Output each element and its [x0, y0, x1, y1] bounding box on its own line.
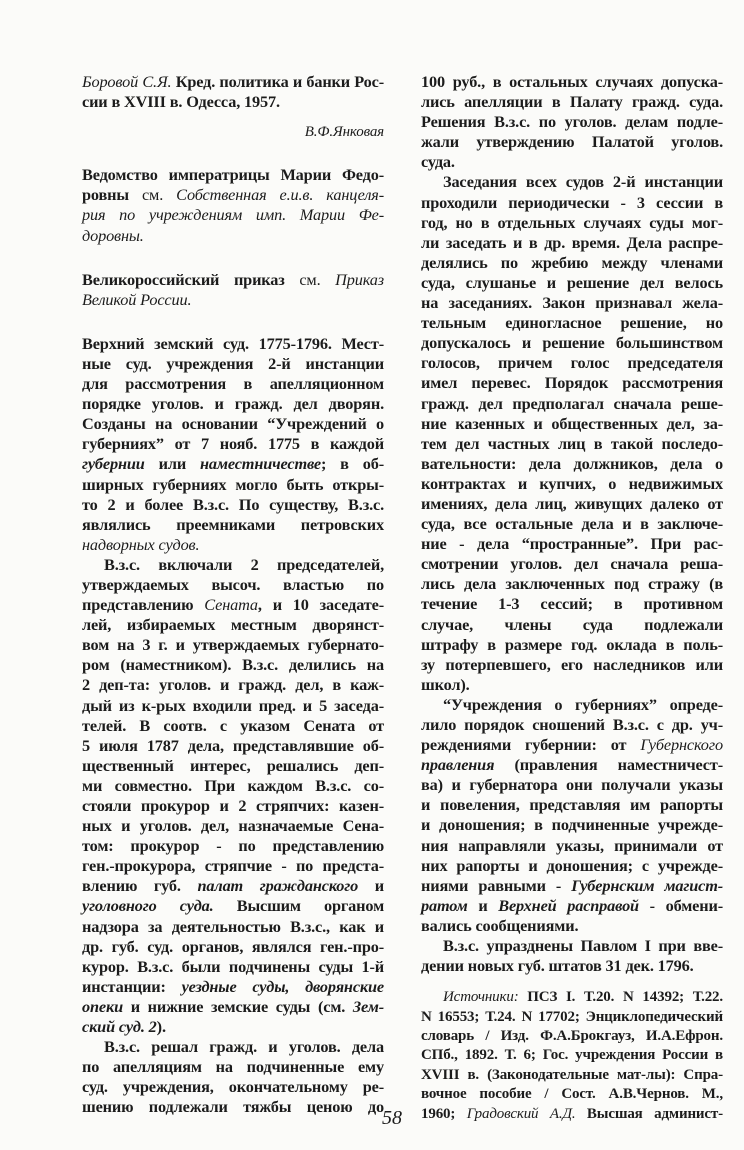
text-line	[82, 736, 384, 756]
text-run: N 16553; Т.24. N 17702; Энциклопедический	[421, 1008, 723, 1025]
text-line	[82, 72, 384, 92]
text-line	[421, 594, 723, 614]
text-run: ; в об-	[320, 454, 384, 474]
text-run: них рапорты и доношения; с учрежде-	[421, 855, 723, 875]
text-line	[421, 876, 723, 896]
text-line	[421, 1105, 723, 1124]
text-line	[421, 655, 723, 675]
text-run: и	[358, 876, 384, 896]
text-line	[421, 394, 723, 414]
text-line	[421, 635, 723, 655]
text-line	[82, 696, 384, 716]
text-run: см.	[128, 185, 177, 205]
text-line	[421, 755, 723, 775]
text-line	[82, 515, 384, 535]
text-line	[421, 273, 723, 293]
text-line	[82, 776, 384, 796]
text-run: являлись преемниками петровских	[82, 514, 384, 534]
text-line	[82, 896, 384, 916]
paragraph-gap	[82, 246, 384, 270]
text-run: наместничестве	[199, 454, 321, 474]
text-line	[82, 270, 384, 290]
text-line	[82, 997, 384, 1017]
text-run: вательности: дела должников, дела о	[421, 453, 723, 473]
text-run: стояли прокурор и 2 стряпчих: казен-	[82, 796, 384, 815]
paragraph-gap	[82, 310, 384, 334]
text-line	[421, 72, 723, 92]
text-run: для рассмотрения в апелляционном	[82, 374, 384, 394]
text-run: Приказ	[335, 269, 384, 289]
text-run: суда, все остальные дела и в заключе-	[421, 514, 723, 534]
text-line	[421, 695, 723, 715]
text-run: , и 10 заседате-	[257, 595, 384, 615]
text-line	[82, 290, 384, 310]
text-line	[421, 896, 723, 916]
text-run: Зем-	[352, 996, 384, 1016]
text-line	[421, 916, 723, 936]
text-run: сии в XVIII в. Одесса, 1957.	[82, 92, 280, 112]
text-run: Высшая админист-	[575, 1105, 723, 1122]
text-run: Высшим органом	[213, 896, 385, 916]
text-line	[421, 434, 723, 454]
text-line	[421, 988, 723, 1007]
text-run: палат гражданского	[197, 876, 359, 896]
text-run: и повеления, представляя им рапорты	[421, 795, 723, 815]
text-run: по апелляциям на подчиненные ему	[82, 1057, 384, 1077]
text-line	[82, 595, 384, 615]
text-run: голосов, причем голос председателя	[421, 353, 723, 373]
text-run: уголовного суда.	[82, 896, 214, 916]
text-run: Боровой С.Я.	[82, 72, 172, 91]
text-run: лись дела заключенных под стражу (в	[421, 574, 723, 594]
text-line	[82, 374, 384, 394]
text-line	[82, 1017, 384, 1037]
text-run: тем дел частных лиц в такой последо-	[421, 433, 723, 453]
text-run: словарь / Изд. Ф.А.Брокгауз, И.А.Ефрон.	[421, 1028, 723, 1044]
text-run: и нижние земские суды (см.	[122, 996, 353, 1016]
text-run: делялись по жребию между членами	[421, 252, 723, 272]
text-line	[421, 1066, 723, 1085]
text-run: ниями равными -	[421, 875, 572, 895]
text-line	[82, 1037, 384, 1057]
text-run: школ).	[421, 674, 470, 694]
text-run: вочное пособие / Сост. А.В.Чернов. М.,	[421, 1086, 723, 1103]
text-run: 1775-1796. Мест-	[248, 333, 384, 353]
text-line	[82, 957, 384, 977]
text-run: Верхней расправой	[498, 895, 639, 915]
text-line	[82, 475, 384, 495]
left-column	[82, 72, 384, 1118]
text-run: щественный интерес, решались деп-	[82, 755, 384, 775]
text-line	[82, 756, 384, 776]
text-line	[421, 132, 723, 152]
text-line	[82, 205, 384, 225]
text-run: Источники:	[443, 989, 519, 1006]
text-line	[421, 795, 723, 815]
text-run: шению подлежали тяжбы ценою до	[82, 1097, 384, 1117]
text-run: др. губ. суд. органов, являлся ген.-про-	[82, 936, 384, 956]
text-run: вом на 3 г. и утверждаемых губернато-	[82, 635, 384, 655]
text-run: влению губ.	[82, 876, 198, 896]
text-run: губернии	[82, 454, 145, 474]
text-run: В.з.с. включали 2 председателей,	[104, 554, 384, 574]
text-line	[82, 535, 384, 555]
text-run: правления	[421, 755, 495, 775]
text-line	[421, 373, 723, 393]
text-run: суда.	[421, 152, 455, 172]
text-run: Верхний земский суд.	[82, 333, 249, 353]
paragraph-gap	[82, 141, 384, 165]
page-number: 58	[382, 1107, 402, 1129]
text-run: год, но в отдельных случаях суды мог-	[421, 212, 723, 232]
text-line	[82, 977, 384, 997]
text-run: опеки	[82, 996, 123, 1016]
text-run: курор. В.з.с. были подчинены суды 1-й	[82, 956, 384, 976]
text-run: “Учреждения о губерниях” опреде-	[443, 694, 723, 714]
text-line	[421, 494, 723, 514]
text-run: ва) и губернатора они получали указы	[421, 775, 723, 795]
text-line	[82, 185, 384, 205]
text-line	[82, 655, 384, 675]
text-line	[421, 1027, 723, 1046]
text-line	[421, 253, 723, 273]
text-run: Великой России.	[82, 289, 192, 309]
text-line	[421, 534, 723, 554]
text-line	[82, 121, 384, 141]
text-line	[421, 514, 723, 534]
text-line	[82, 1057, 384, 1077]
text-line	[421, 474, 723, 494]
text-line	[421, 856, 723, 876]
text-run: ных и уголов. дел, назначаемые Сена-	[82, 816, 384, 836]
text-run: том: прокурор - по представлению	[82, 836, 384, 856]
sources-block	[421, 988, 723, 1124]
text-run: ратом	[421, 895, 468, 915]
text-run: Кред. политика и банки Рос-	[171, 72, 384, 91]
text-run: ния направляли указы, принимали от	[421, 835, 723, 855]
text-run: рия по учреждениям имп. Марии Фе-	[82, 205, 384, 225]
text-run: В.з.с. упразднены Павлом I при вве-	[443, 936, 723, 956]
text-run: Заседания всех судов 2-й инстанции	[443, 172, 723, 192]
text-line	[82, 675, 384, 695]
text-line	[82, 414, 384, 434]
text-line	[421, 313, 723, 333]
text-run: утверждаемых высоч. властью по	[82, 574, 384, 594]
text-line	[421, 956, 723, 976]
text-run: XVIII в. (Законодательные мат-лы): Спра-	[421, 1066, 723, 1083]
text-run: 100 руб., в остальных случаях допуска-	[421, 72, 723, 91]
text-run: В.з.с. решал гражд. и уголов. дела	[104, 1037, 384, 1057]
text-run: случае, члены суда подлежали	[421, 614, 723, 634]
text-line	[82, 354, 384, 374]
text-run: ровны	[82, 185, 129, 205]
text-run: Сената	[204, 595, 258, 615]
text-line	[82, 92, 384, 112]
text-run: и	[467, 895, 499, 915]
text-line	[421, 554, 723, 574]
text-line	[421, 193, 723, 213]
text-line	[82, 856, 384, 876]
text-run: (правления наместничест-	[494, 755, 723, 775]
text-run: ский суд. 2	[82, 1017, 157, 1037]
text-line	[421, 152, 723, 172]
text-run: порядке уголов. и гражд. дел дворян.	[82, 394, 384, 414]
text-line	[82, 876, 384, 896]
paragraph-gap	[421, 976, 723, 988]
text-line	[82, 394, 384, 414]
text-line	[421, 293, 723, 313]
text-run: ние - дела “пространные”. При рас-	[421, 534, 723, 554]
text-line	[82, 434, 384, 454]
text-line	[82, 836, 384, 856]
text-run: имел перевес. Порядок рассмотрения	[421, 373, 723, 393]
text-run: допускалось и решение большинством	[421, 333, 723, 353]
text-line	[421, 1008, 723, 1027]
text-line	[421, 233, 723, 253]
text-line	[82, 615, 384, 635]
text-line	[421, 715, 723, 735]
text-run: уездные суды, дворянские	[181, 976, 384, 996]
text-line	[82, 937, 384, 957]
text-line	[82, 796, 384, 816]
text-run: надворных судов.	[82, 534, 200, 554]
text-run: жали утверждению Палатой уголов.	[421, 132, 723, 152]
text-line	[421, 675, 723, 695]
text-line	[421, 574, 723, 594]
text-run: Собственная е.и.в. канцеля-	[176, 185, 384, 205]
text-run: дый из к-рых входили пред. и 5 заседа-	[82, 695, 384, 715]
text-line	[82, 454, 384, 474]
text-line	[421, 815, 723, 835]
text-run: смотрении уголов. дел сначала реша-	[421, 554, 723, 574]
text-run: Губернского	[640, 735, 723, 755]
text-run: ли заседать и в др. время. Дела распре-	[421, 232, 723, 252]
text-run: - обмени-	[638, 895, 723, 915]
text-run: представлению	[82, 595, 205, 615]
text-line	[82, 1097, 384, 1117]
text-run: надзора за деятельностью В.з.с., как и	[82, 916, 384, 936]
text-run: лись апелляции в Палату гражд. суда.	[421, 92, 723, 112]
text-run: ми совместно. При каждом В.з.с. со-	[82, 775, 384, 795]
text-line	[421, 836, 723, 856]
paragraph-gap	[82, 112, 384, 121]
text-line	[82, 495, 384, 515]
text-run: ширных губерниях могло быть откры-	[82, 474, 384, 494]
text-line	[82, 816, 384, 836]
text-run: течение 1-3 сессий; в противном	[421, 594, 723, 614]
text-run: дении новых губ. штатов 31 дек. 1796.	[421, 956, 694, 976]
text-line	[421, 213, 723, 233]
text-run: то 2 и более В.з.с. По существу, В.з.с.	[82, 494, 384, 514]
text-run: на заседаниях. Закон признавал жела-	[421, 293, 723, 313]
text-run: губерниях” от 7 нояб. 1775 в каждой	[82, 434, 384, 454]
text-run: ние казенных и общественных дел, за-	[421, 413, 723, 433]
text-line	[421, 1046, 723, 1065]
text-run: суда, слушанье и решение дел велось	[421, 272, 723, 292]
text-line	[82, 1077, 384, 1097]
text-run: Решения В.з.с. по уголов. делам подле-	[421, 112, 723, 132]
text-line	[82, 716, 384, 736]
text-run: имениях, дела лиц, живущих далеко от	[421, 493, 723, 513]
text-run: Губернским магист-	[571, 875, 724, 895]
text-run: гражд. дел предполагал сначала реше-	[421, 393, 723, 413]
text-run: Градовский А.Д.	[466, 1105, 576, 1122]
text-run: 2 деп-та: уголов. и гражд. дел, в каж-	[82, 675, 384, 695]
text-line	[82, 555, 384, 575]
text-run: см.	[284, 269, 336, 289]
text-run: 1960;	[421, 1105, 467, 1122]
text-run: лило порядок сношений В.з.с. с др. уч-	[421, 715, 723, 734]
text-line	[82, 575, 384, 595]
text-run: суд. учреждения, окончательному ре-	[82, 1077, 384, 1097]
text-run: СПб., 1892. Т. 6; Гос. учреждения России в	[421, 1047, 723, 1064]
text-line	[421, 1085, 723, 1104]
text-line	[421, 936, 723, 956]
text-run: ные суд. учреждения 2-й инстанции	[82, 353, 384, 373]
text-line	[82, 334, 384, 354]
text-run: лей, избираемых местным дворянст-	[82, 615, 384, 635]
text-line	[421, 775, 723, 795]
text-line	[421, 333, 723, 353]
text-run: вались сообщениями.	[421, 915, 579, 935]
text-run: ).	[156, 1017, 166, 1037]
text-run: доровны.	[82, 225, 144, 245]
text-run: проходили периодически - 3 сессии в	[421, 192, 723, 212]
text-line	[82, 917, 384, 937]
text-run: и доношения; в подчиненные учрежде-	[421, 815, 723, 835]
text-run: Великороссийский приказ	[82, 269, 285, 289]
text-run: телей. В соотв. с указом Сената от	[82, 715, 384, 735]
text-line	[82, 635, 384, 655]
text-line	[421, 735, 723, 755]
text-line	[421, 454, 723, 474]
text-run: Ведомство императрицы Марии Федо-	[82, 165, 384, 185]
text-run: ген.-прокурора, стряпчие - по предста-	[82, 856, 384, 876]
text-run: ром (наместником). В.з.с. делились на	[82, 655, 384, 675]
text-line	[421, 615, 723, 635]
text-run: тельным единогласное решение, но	[421, 313, 723, 333]
text-run: 5 июля 1787 дела, представлявшие об-	[82, 735, 384, 755]
right-column	[421, 72, 723, 1124]
text-run: ПСЗ I. Т.20. N 14392; Т.22.	[518, 989, 723, 1006]
text-line	[421, 414, 723, 434]
text-run: зу потерпевшего, его наследников или	[421, 654, 723, 674]
text-line	[82, 226, 384, 246]
text-run: инстанции:	[82, 976, 182, 996]
text-run: штрафу в размере год. оклада в поль-	[421, 634, 723, 654]
text-run: Созданы на основании “Учреждений о	[82, 414, 384, 434]
text-run: реждениями губернии: от	[421, 735, 641, 755]
text-run: контрактах и купчих, о недвижимых	[421, 473, 723, 493]
text-run: или	[144, 454, 200, 474]
text-line	[82, 165, 384, 185]
text-line	[421, 112, 723, 132]
text-line	[421, 353, 723, 373]
text-line	[421, 92, 723, 112]
text-run: В.Ф.Янковая	[304, 124, 384, 141]
text-line	[421, 172, 723, 192]
